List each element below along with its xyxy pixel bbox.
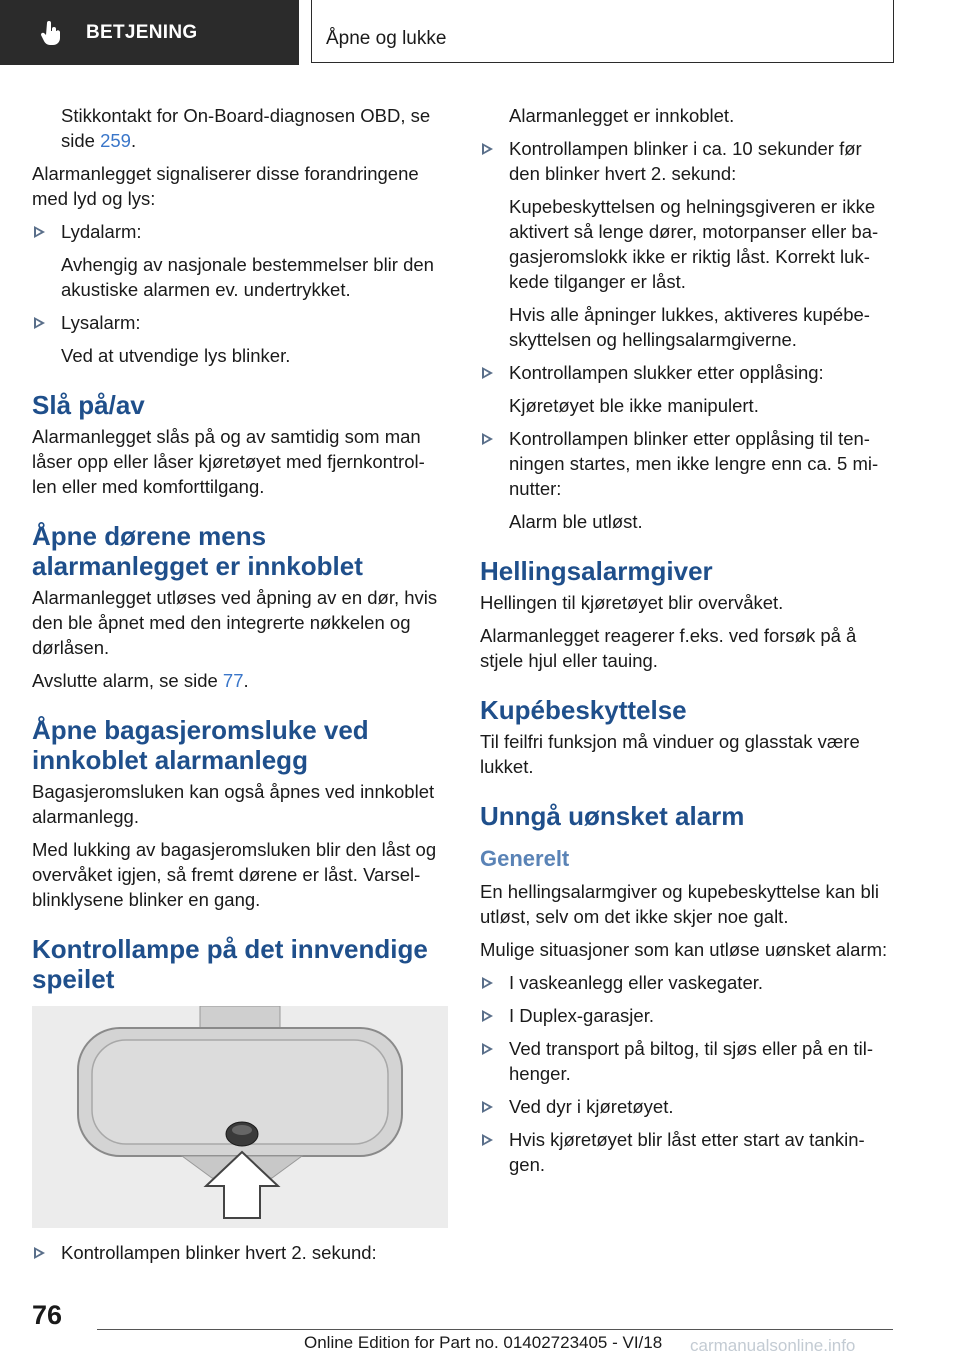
- triangle-bullet-icon: [482, 1101, 493, 1113]
- light-alarm-text: Ved at utvendige lys blinker.: [61, 345, 291, 366]
- heading-avoid: Unngå uønsket alarm: [480, 801, 745, 831]
- triangle-bullet-icon: [482, 1043, 493, 1055]
- obd-end: .: [130, 130, 137, 151]
- heading-indicator: Kontrollampe på det innvendige speilet: [32, 934, 428, 994]
- list-item-blink-2s: [32, 1240, 448, 1265]
- heading-trunk: Åpne bagasjeromsluke ved innkoblet alarmanlegg: [32, 715, 369, 775]
- tilt-text-1: Hellingen til kjøretøyet blir overvåket.: [480, 592, 784, 613]
- triangle-bullet-icon: [482, 367, 493, 379]
- page-title-box: [311, 0, 894, 63]
- stop-alarm-end: .: [243, 670, 249, 691]
- general-text: En hellingsalarmgiver og kupebeskyttelse kan bli utløst, selv om det ikke skjer noe galt.: [480, 881, 879, 927]
- triangle-bullet-icon: [482, 1134, 493, 1146]
- activate-text: Hvis alle åpninger lukkes, aktiveres kupébe-skyttelsen og hellingsalarmgiverne.: [509, 304, 870, 350]
- hand-pointer-icon: [38, 20, 64, 46]
- page-title: Åpne og lukke: [326, 28, 447, 49]
- trunk-text-1: Bagasjeromsluken kan også åpnes ved innkoblet alarmanlegg.: [32, 781, 435, 827]
- page-number: 76: [32, 1300, 63, 1330]
- light-alarm-label: Lysalarm:: [61, 312, 141, 333]
- triangle-bullet-icon: [34, 317, 45, 329]
- triangle-bullet-icon: [34, 226, 45, 238]
- obd-reference: [32, 103, 448, 153]
- blink-after-text: Kontrollampen blinker etter opplåsing til ten-ningen startes, men ikke lengre enn ca. 5 mi-nutter:: [509, 428, 879, 499]
- triangle-bullet-icon: [482, 1010, 493, 1022]
- situations-text: Mulige situasjoner som kan utløse uønsket alarm:: [480, 939, 888, 960]
- triangle-bullet-icon: [482, 143, 493, 155]
- left-column: [32, 103, 448, 1273]
- on-off-text: Alarmanlegget slås på og av samtidig som man låser opp eller låser kjøretøyet med fjernkontrol-len eller med komforttilgang.: [32, 426, 425, 497]
- list-item-text: I vaskeanlegg eller vaskegater.: [509, 972, 764, 993]
- list-item: [480, 970, 890, 995]
- interior-text: Kupebeskyttelsen og helningsgiveren er ikke aktivert så lenge dører, motorpanser eller ba-gasjeromslokk ikke er riktig låst. Korrekt luk-kede tilganger er låst.: [509, 196, 879, 292]
- triangle-bullet-icon: [482, 977, 493, 989]
- list-item-text: Hvis kjøretøyet blir låst etter start av tankin-gen.: [509, 1129, 865, 1175]
- heading-tilt: Hellingsalarmgiver: [480, 556, 713, 586]
- section-tab: [0, 0, 299, 65]
- obd-text: Stikkontakt for On-Board-diagnosen OBD, se side: [61, 105, 431, 151]
- edition-text: Online Edition for Part no. 01402723405 - VI/18: [304, 1333, 663, 1352]
- blink-10s-text: Kontrollampen blinker i ca. 10 sekunder før den blinker hvert 2. sekund:: [509, 138, 862, 184]
- trunk-text-2: Med lukking av bagasjeromsluken blir den låst og overvåket igjen, så fremt dørene er låst. Varsel-blinklysene blinker en gang.: [32, 839, 437, 910]
- list-item: [480, 1127, 890, 1177]
- heading-general: Generelt: [480, 846, 570, 871]
- armed-text: Alarmanlegget er innkoblet.: [509, 105, 735, 126]
- list-item-text: I Duplex-garasjer.: [509, 1005, 654, 1026]
- alarm-triggered-text: Alarm ble utløst.: [509, 511, 643, 532]
- list-item: [480, 1003, 890, 1028]
- sound-alarm-label: Lydalarm:: [61, 221, 142, 242]
- list-item-light-alarm: [32, 310, 448, 368]
- list-item-text: Ved transport på biltog, til sjøs eller på en til-henger.: [509, 1038, 874, 1084]
- heading-open-doors: Åpne dørene mens alarmanlegget er innkoblet: [32, 521, 363, 581]
- page-link-259[interactable]: 259: [100, 130, 131, 151]
- lamp-off-text: Kontrollampen slukker etter opplåsing:: [509, 362, 824, 383]
- signal-intro: Alarmanlegget signaliserer disse forandringene med lyd og lys:: [32, 163, 419, 209]
- list-item-blink-after: [480, 426, 890, 534]
- interior-protect-text: Til feilfri funksjon må vinduer og glasstak være lukket.: [480, 731, 860, 777]
- list-item-blink-10s: [480, 136, 890, 352]
- tilt-text-2: Alarmanlegget reagerer f.eks. ved forsøk på å stjele hjul eller tauing.: [480, 625, 857, 671]
- open-doors-text: Alarmanlegget utløses ved åpning av en dør, hvis den ble åpnet med den integrerte nøkkelen og dørlåsen.: [32, 587, 438, 658]
- blink-2s-text: Kontrollampen blinker hvert 2. sekund:: [61, 1242, 377, 1263]
- list-item-sound-alarm: [32, 219, 448, 302]
- section-label: BETJENING: [86, 21, 198, 43]
- list-item-lamp-off: [480, 360, 890, 418]
- triangle-bullet-icon: [482, 433, 493, 445]
- list-item: [480, 1036, 890, 1086]
- list-item: [480, 1094, 890, 1119]
- stop-alarm-reference: [32, 668, 448, 693]
- list-item-text: Ved dyr i kjøretøyet.: [509, 1096, 674, 1117]
- stop-alarm-text: Avslutte alarm, se side: [32, 670, 223, 691]
- not-tampered-text: Kjøretøyet ble ikke manipulert.: [509, 395, 759, 416]
- mirror-illustration: [32, 1006, 448, 1228]
- heading-interior: Kupébeskyttelse: [480, 695, 687, 725]
- sound-alarm-text: Avhengig av nasjonale bestemmelser blir den akustiske alarmen ev. undertrykket.: [61, 254, 434, 300]
- page-link-77[interactable]: 77: [222, 670, 244, 691]
- heading-on-off: Slå på/av: [32, 390, 145, 420]
- right-column: [480, 103, 890, 1185]
- triangle-bullet-icon: [34, 1247, 45, 1259]
- footer-divider: [97, 1329, 893, 1330]
- watermark: carmanualsonline.info: [690, 1336, 856, 1355]
